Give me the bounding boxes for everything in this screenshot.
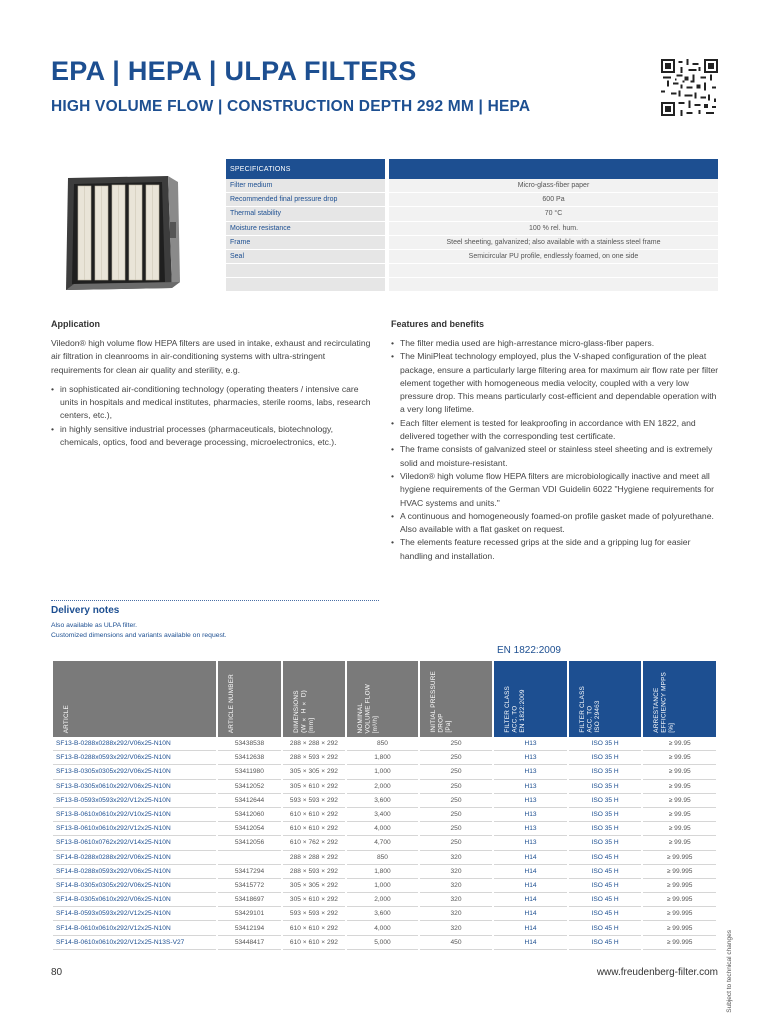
spec-label-blank (226, 264, 387, 278)
spec-row (226, 179, 718, 193)
table-cell: H14 (494, 893, 567, 907)
table-cell: ≥ 99.95 (643, 808, 716, 822)
table-row (53, 936, 716, 950)
table-cell: 850 (347, 737, 418, 751)
spec-value-blank (387, 278, 718, 292)
table-cell: SF14-B-0593x0593x292/V12x25-N10N (53, 907, 216, 921)
table-cell: 250 (420, 765, 493, 779)
specifications-table (226, 159, 718, 292)
table-cell: ≥ 99.995 (643, 851, 716, 865)
table-cell: 53415772 (218, 879, 280, 893)
table-cell: SF13-B-0305x0610x292/V06x25-N10N (53, 780, 216, 794)
table-cell: 320 (420, 851, 493, 865)
column-header-label: FILTER CLASS ACC. TO EN 1822:2009 (504, 686, 527, 733)
table-cell: 320 (420, 865, 493, 879)
standard-label: EN 1822:2009 (497, 645, 561, 656)
list-item: • Each filter element is tested for leakproofing in accordance with EN 1822, and delivered together with the corresponding test certificate. (391, 417, 719, 444)
table-cell (218, 851, 280, 865)
table-row (53, 765, 716, 779)
table-cell: ≥ 99.995 (643, 893, 716, 907)
table-cell: H13 (494, 822, 567, 836)
table-cell: ISO 35 H (569, 794, 642, 808)
table-cell: 2,000 (347, 780, 418, 794)
table-cell: 4,000 (347, 822, 418, 836)
table-cell: ≥ 99.995 (643, 907, 716, 921)
table-cell: ≥ 99.995 (643, 936, 716, 950)
list-item: • A continuous and homogeneously foamed-on profile gasket made of polyurethane. Also available with a flat gasket on request. (391, 510, 719, 537)
table-cell: 320 (420, 907, 493, 921)
table-row (53, 808, 716, 822)
list-item: • The frame consists of galvanized steel or stainless steel sheeting and is extremely solid and moisture-resistant. (391, 443, 719, 470)
column-header (420, 661, 493, 737)
list-item: • The elements feature recessed grips at the side and a gripping lug for easier handling and installation. (391, 536, 719, 563)
table-cell: 3,400 (347, 808, 418, 822)
spec-row (226, 235, 718, 249)
table-cell: H13 (494, 836, 567, 850)
table-cell: 3,600 (347, 794, 418, 808)
website-url: www.freudenberg-filter.com (596, 967, 718, 978)
table-cell: 288 × 593 × 292 (283, 751, 345, 765)
spec-label: Seal (226, 249, 387, 263)
table-cell: SF14-B-0305x0610x292/V06x25-N10N (53, 893, 216, 907)
table-row (53, 879, 716, 893)
table-cell: ISO 45 H (569, 879, 642, 893)
table-cell: H13 (494, 737, 567, 751)
side-note: Subject to technical changes (726, 930, 733, 1013)
table-cell: ISO 45 H (569, 921, 642, 935)
spec-value: Semicircular PU profile, endlessly foamed, on one side (387, 249, 718, 263)
table-row (53, 907, 716, 921)
table-cell: ISO 45 H (569, 907, 642, 921)
column-header (569, 661, 642, 737)
spec-label: Moisture resistance (226, 221, 387, 235)
spec-label: Filter medium (226, 179, 387, 193)
spec-label-blank (226, 278, 387, 292)
column-header (53, 661, 216, 737)
spec-label: Recommended final pressure drop (226, 193, 387, 207)
table-row (53, 780, 716, 794)
table-cell: ISO 35 H (569, 780, 642, 794)
spec-value: Micro-glass-fiber paper (387, 179, 718, 193)
table-cell: 320 (420, 893, 493, 907)
table-cell: 320 (420, 921, 493, 935)
table-cell: SF14-B-0288x0288x292/V06x25-N10N (53, 851, 216, 865)
table-cell: 53412056 (218, 836, 280, 850)
table-cell: SF14-B-0288x0593x292/V06x25-N10N (53, 865, 216, 879)
table-row (53, 822, 716, 836)
column-header-label: NOMINAL VOLUME FLOW [m³/h] (357, 683, 380, 733)
table-cell: 288 × 593 × 292 (283, 865, 345, 879)
spec-row (226, 249, 718, 263)
delivery-note-line: Customized dimensions and variants available on request. (51, 631, 227, 639)
column-header-label: ARTICLE NUMBER (228, 673, 236, 733)
table-row (53, 836, 716, 850)
spec-row (226, 207, 718, 221)
table-cell: 53412194 (218, 921, 280, 935)
table-cell: H13 (494, 751, 567, 765)
table-cell: 1,000 (347, 879, 418, 893)
product-table (51, 661, 718, 950)
list-item: • in highly sensitive industrial processes (pharmaceuticals, biotechnology, chemicals, optics, food and beverage processing, microelectronics, etc.). (51, 423, 371, 450)
table-cell: ≥ 99.95 (643, 836, 716, 850)
specifications-heading: SPECIFICATIONS (226, 159, 387, 179)
table-cell: H13 (494, 794, 567, 808)
features-list (391, 337, 719, 563)
table-cell: 250 (420, 751, 493, 765)
table-cell: 288 × 288 × 292 (283, 737, 345, 751)
table-cell: 305 × 305 × 292 (283, 765, 345, 779)
table-cell: 53412638 (218, 751, 280, 765)
table-cell: 5,000 (347, 936, 418, 950)
spec-label: Thermal stability (226, 207, 387, 221)
table-cell: 53418697 (218, 893, 280, 907)
delivery-notes (51, 621, 227, 640)
list-item: • Viledon® high volume flow HEPA filters are microbiologically inactive and meet all hygiene requirements of the German VDI Guidelin 6022 "Hygiene requirements for HVAC systems and units." (391, 470, 719, 510)
table-cell: H14 (494, 865, 567, 879)
table-cell: 610 × 610 × 292 (283, 921, 345, 935)
table-cell: ISO 35 H (569, 808, 642, 822)
table-cell: 53438538 (218, 737, 280, 751)
table-cell: 610 × 610 × 292 (283, 808, 345, 822)
table-cell: SF13-B-0305x0305x292/V06x25-N10N (53, 765, 216, 779)
table-cell: 250 (420, 794, 493, 808)
table-cell: 250 (420, 836, 493, 850)
table-row (53, 751, 716, 765)
filter-product-image (56, 170, 184, 298)
qr-code (661, 59, 718, 116)
table-cell: ISO 45 H (569, 851, 642, 865)
table-row (53, 737, 716, 751)
table-cell: 53412060 (218, 808, 280, 822)
table-cell: 4,700 (347, 836, 418, 850)
spec-label: Frame (226, 235, 387, 249)
table-row (53, 893, 716, 907)
table-cell: ≥ 99.95 (643, 751, 716, 765)
column-header-label: FILTER CLASS ACC. TO ISO 29463 (578, 686, 601, 733)
table-cell: 53412644 (218, 794, 280, 808)
table-cell: 53411980 (218, 765, 280, 779)
table-cell: 250 (420, 808, 493, 822)
column-header-label: INITIAL PRESSURE DROP [Pa] (429, 671, 452, 733)
table-cell: SF14-B-0610x0610x292/V12x25-N10N (53, 921, 216, 935)
table-cell: ≥ 99.95 (643, 794, 716, 808)
column-header (347, 661, 418, 737)
table-cell: 1,800 (347, 865, 418, 879)
product-table-body (53, 737, 716, 950)
spec-row-blank (226, 264, 718, 278)
table-cell: ISO 35 H (569, 751, 642, 765)
table-cell: ISO 35 H (569, 836, 642, 850)
table-row (53, 865, 716, 879)
table-cell: ISO 45 H (569, 893, 642, 907)
table-cell: H14 (494, 907, 567, 921)
table-cell: 610 × 610 × 292 (283, 822, 345, 836)
table-cell: 850 (347, 851, 418, 865)
table-cell: H14 (494, 936, 567, 950)
page-title: EPA | HEPA | ULPA FILTERS (51, 56, 417, 86)
table-cell: 250 (420, 822, 493, 836)
table-cell: H13 (494, 808, 567, 822)
table-cell: 250 (420, 737, 493, 751)
table-cell: SF14-B-0610x0610x292/V12x25-N13S-V27 (53, 936, 216, 950)
table-cell: ISO 35 H (569, 822, 642, 836)
page-subtitle: HIGH VOLUME FLOW | CONSTRUCTION DEPTH 292 MM | HEPA (51, 98, 531, 115)
application-heading: Application (51, 319, 100, 329)
table-cell: SF13-B-0610x0610x292/V12x25-N10N (53, 822, 216, 836)
table-cell: ≥ 99.95 (643, 765, 716, 779)
table-cell: 305 × 610 × 292 (283, 893, 345, 907)
table-cell: 53412054 (218, 822, 280, 836)
table-cell: SF13-B-0610x0610x292/V10x25-N10N (53, 808, 216, 822)
table-cell: 288 × 288 × 292 (283, 851, 345, 865)
table-cell: ≥ 99.995 (643, 865, 716, 879)
table-cell: ISO 45 H (569, 865, 642, 879)
table-cell: 4,000 (347, 921, 418, 935)
table-cell: ≥ 99.995 (643, 879, 716, 893)
column-header (218, 661, 280, 737)
table-cell: H13 (494, 780, 567, 794)
page-number: 80 (51, 967, 63, 978)
spec-value-blank (387, 264, 718, 278)
spec-value: 600 Pa (387, 193, 718, 207)
table-cell: ≥ 99.95 (643, 780, 716, 794)
table-cell: SF13-B-0610x0762x292/V14x25-N10N (53, 836, 216, 850)
table-cell: H13 (494, 765, 567, 779)
spec-value: 70 °C (387, 207, 718, 221)
spec-row (226, 221, 718, 235)
table-cell: H14 (494, 851, 567, 865)
table-cell: ISO 35 H (569, 765, 642, 779)
table-cell: 53412052 (218, 780, 280, 794)
table-cell: SF13-B-0288x0288x292/V06x25-N10N (53, 737, 216, 751)
table-cell: 2,000 (347, 893, 418, 907)
table-cell: ISO 45 H (569, 936, 642, 950)
spec-row-blank (226, 278, 718, 292)
specifications-heading-blank (387, 159, 718, 179)
table-cell: 610 × 610 × 292 (283, 936, 345, 950)
table-cell: ≥ 99.95 (643, 822, 716, 836)
list-item: • The MiniPleat technology employed, plus the V-shaped configuration of the pleat package, ensure a particularly large filtering area for maximum air flow rate per filter element together with homogeneous media velocity, coupled with a very low pressure drop. This means particularly cost-efficient and dependable operation with a very long lifetime. (391, 350, 719, 416)
table-cell: 305 × 305 × 292 (283, 879, 345, 893)
table-cell: H14 (494, 879, 567, 893)
delivery-notes-heading: Delivery notes (51, 605, 120, 616)
table-cell: 53448417 (218, 936, 280, 950)
section-divider (51, 600, 379, 601)
table-cell: 450 (420, 936, 493, 950)
column-header-label: ARRESTANCE EFFICIENCY MPPS [%] (653, 672, 676, 733)
table-cell: 305 × 610 × 292 (283, 780, 345, 794)
table-cell: 320 (420, 879, 493, 893)
table-cell: SF13-B-0288x0593x292/V06x25-N10N (53, 751, 216, 765)
table-cell: 53429101 (218, 907, 280, 921)
table-cell: SF14-B-0305x0305x292/V06x25-N10N (53, 879, 216, 893)
column-header (283, 661, 345, 737)
table-cell: 1,800 (347, 751, 418, 765)
table-row (53, 851, 716, 865)
application-list (51, 383, 371, 449)
table-cell: 3,600 (347, 907, 418, 921)
spec-value: Steel sheeting, galvanized; also available with a stainless steel frame (387, 235, 718, 249)
list-item: • in sophisticated air-conditioning technology (operating theaters / intensive care units in hospitals and medical institutes, pharmacies, sterile rooms, labs, research centers, etc.), (51, 383, 371, 423)
features-heading: Features and benefits (391, 319, 485, 329)
spec-row (226, 193, 718, 207)
application-section (51, 337, 371, 449)
column-header (643, 661, 716, 737)
table-row (53, 794, 716, 808)
table-cell: 593 × 593 × 292 (283, 907, 345, 921)
table-cell: 1,000 (347, 765, 418, 779)
column-header-label: ARTICLE (63, 704, 70, 733)
table-cell: H14 (494, 921, 567, 935)
column-header (494, 661, 567, 737)
delivery-note-line: Also available as ULPA filter. (51, 622, 138, 629)
features-section (391, 337, 719, 563)
table-cell: 593 × 593 × 292 (283, 794, 345, 808)
table-cell: 610 × 762 × 292 (283, 836, 345, 850)
table-cell: 250 (420, 780, 493, 794)
list-item: • The filter media used are high-arrestance micro-glass-fiber papers. (391, 337, 719, 350)
table-cell: ≥ 99.995 (643, 921, 716, 935)
table-row (53, 921, 716, 935)
table-cell: ISO 35 H (569, 737, 642, 751)
table-cell: SF13-B-0593x0593x292/V12x25-N10N (53, 794, 216, 808)
column-header-label: DIMENSIONS (W × H × D) [mm] (292, 690, 315, 733)
table-cell: ≥ 99.95 (643, 737, 716, 751)
application-intro: Viledon® high volume flow HEPA filters are used in intake, exhaust and recirculating air filtration in cleanrooms in air-conditioning systems with ultra-stringent requirements for clean air quality and sterility, e.g. (51, 338, 371, 375)
table-cell: 53417294 (218, 865, 280, 879)
spec-value: 100 % rel. hum. (387, 221, 718, 235)
